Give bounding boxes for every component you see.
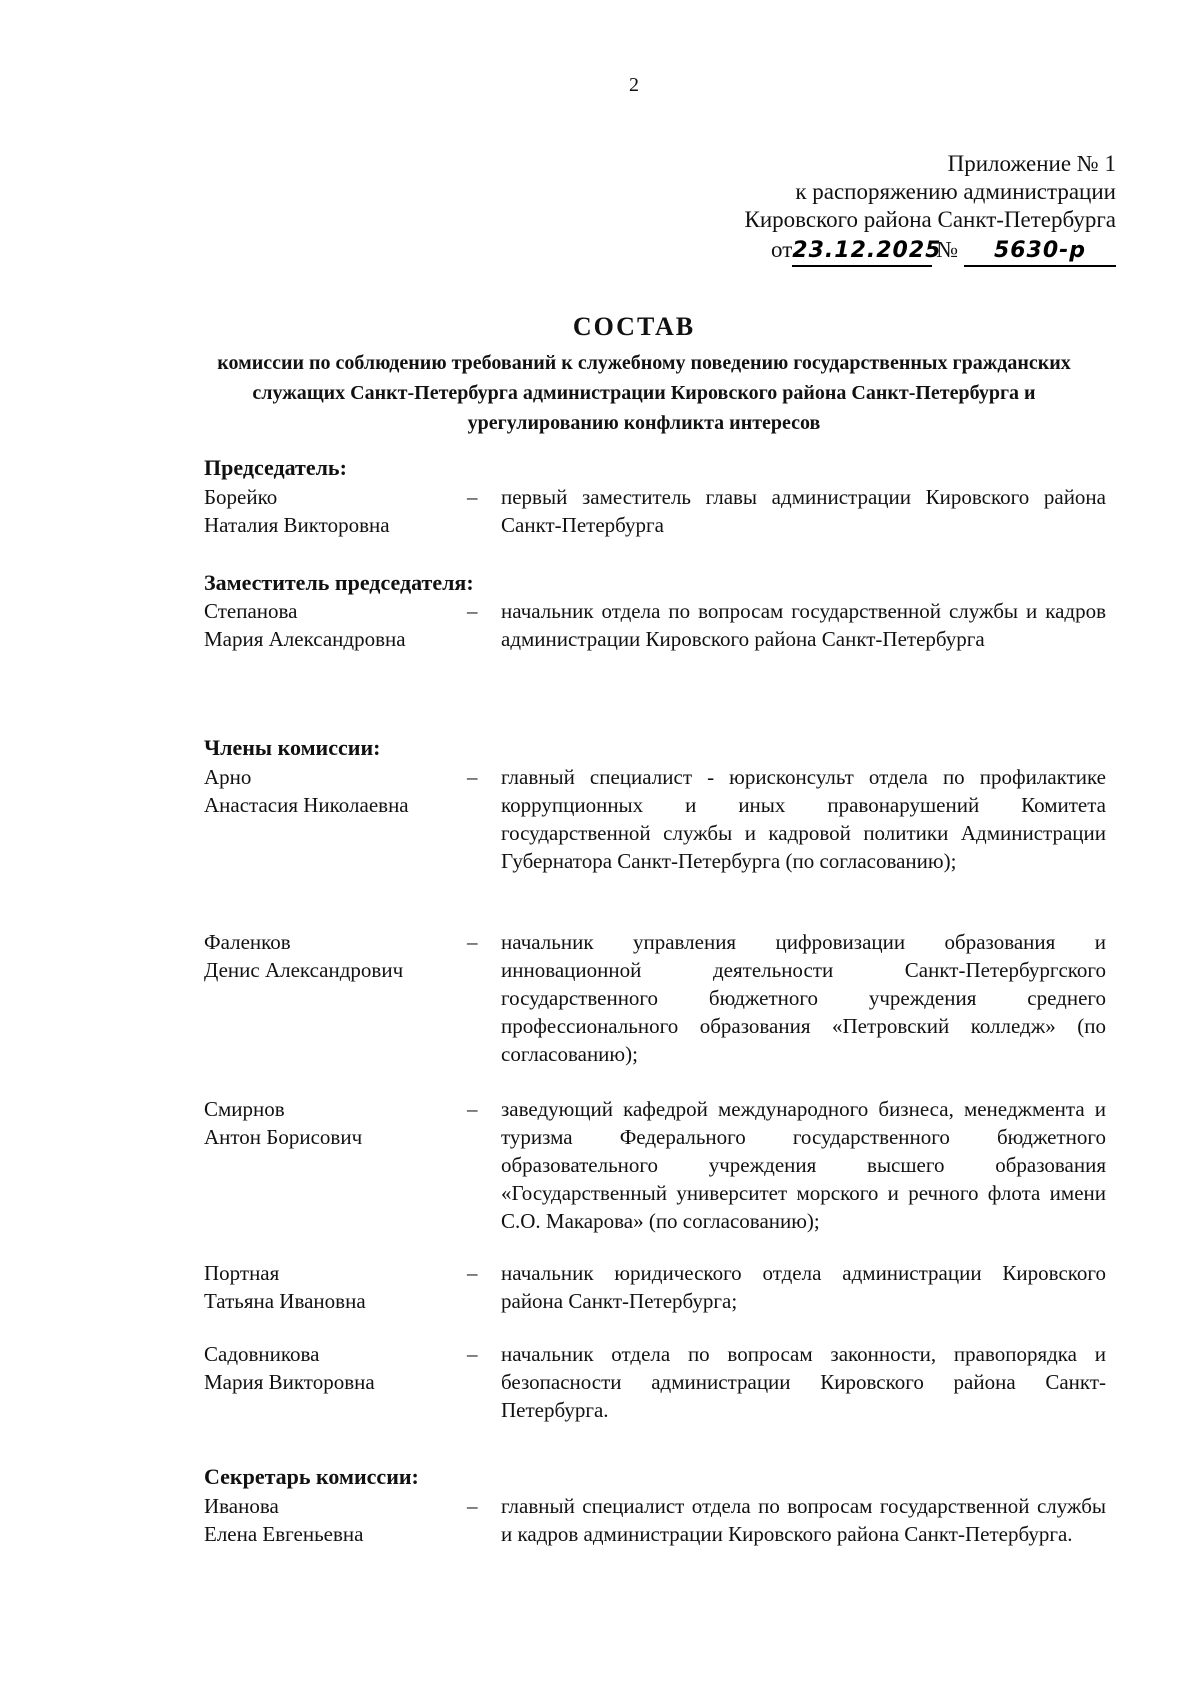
person-role: главный специалист - юрисконсульт отдела по профилактике коррупционных и иных правонарушений Комитета государственной службы и кадровой политики Администрации Губернатора Санкт-Петербурга (по согласованию); (501, 765, 1106, 873)
person-name (204, 597, 474, 653)
members-heading: Члены комиссии: (204, 735, 381, 760)
dash: – (467, 599, 478, 623)
secretary-heading: Секретарь комиссии: (204, 1464, 419, 1489)
appendix-date-line (680, 236, 1116, 267)
appendix-line-3: Кировского района Санкт-Петербурга (744, 207, 1116, 232)
person-surname: Степанова (204, 599, 298, 623)
handwritten-number: 5630-р (964, 237, 1116, 267)
person-surname: Садовникова (204, 1342, 320, 1366)
deputy-heading: Заместитель председателя: (204, 570, 474, 595)
person-surname: Борейко (204, 485, 278, 509)
person-surname: Арно (204, 765, 252, 789)
dash: – (467, 930, 478, 954)
chairman-heading: Председатель: (204, 455, 347, 480)
person-role: первый заместитель главы администрации Кировского района Санкт-Петербурга (501, 485, 1106, 537)
person-name (204, 763, 474, 819)
dash: – (467, 765, 478, 789)
person-surname: Фаленков (204, 930, 291, 954)
person-role: заведующий кафедрой международного бизнеса, менеджмента и туризма Федерального государственного бюджетного образовательного учреждения высшего образования «Государственный университет морского и речного флота имени С.О. Макарова» (по согласованию); (501, 1097, 1106, 1233)
person-given-names: Наталия Викторовна (204, 513, 390, 537)
person-role: начальник отдела по вопросам государственной службы и кадров администрации Кировского района Санкт-Петербурга (501, 599, 1106, 651)
person-role: начальник управления цифровизации образования и инновационной деятельности Санкт-Петербургского государственного бюджетного учреждения среднего профессионального образования «Петровский колледж» (по согласованию); (501, 930, 1106, 1066)
appendix-line-2: к распоряжению администрации (795, 179, 1116, 204)
dash: – (467, 1494, 478, 1518)
dash: – (467, 1097, 478, 1121)
document-title: СОСТАВ (572, 312, 696, 341)
person-name (204, 1095, 474, 1151)
dash: – (467, 485, 478, 509)
dash: – (467, 1342, 478, 1366)
person-given-names: Мария Александровна (204, 627, 406, 651)
page-number: 2 (629, 74, 639, 96)
person-given-names: Татьяна Ивановна (204, 1289, 366, 1313)
person-name (204, 1259, 474, 1315)
person-given-names: Анастасия Николаевна (204, 793, 409, 817)
person-given-names: Денис Александрович (204, 958, 404, 982)
person-name (204, 483, 474, 539)
person-name (204, 928, 474, 984)
person-surname: Смирнов (204, 1097, 285, 1121)
person-name (204, 1492, 474, 1548)
person-surname: Иванова (204, 1494, 279, 1518)
appendix-header (680, 150, 1116, 267)
person-given-names: Антон Борисович (204, 1125, 363, 1149)
number-prefix: № (936, 237, 959, 262)
person-role: главный специалист отдела по вопросам государственной службы и кадров администрации Кировского района Санкт-Петербурга. (501, 1494, 1106, 1546)
appendix-line-1: Приложение № 1 (947, 151, 1116, 176)
date-prefix: от (771, 237, 793, 262)
person-given-names: Елена Евгеньевна (204, 1522, 364, 1546)
person-role: начальник отдела по вопросам законности, правопорядка и безопасности администрации Кировского района Санкт-Петербурга. (501, 1342, 1106, 1422)
handwritten-date: 23.12.2025 (792, 237, 932, 267)
person-given-names: Мария Викторовна (204, 1370, 375, 1394)
dash: – (467, 1261, 478, 1285)
person-role: начальник юридического отдела администрации Кировского района Санкт-Петербурга; (501, 1261, 1106, 1313)
person-name (204, 1340, 474, 1396)
document-subtitle: комиссии по соблюдению требований к служебному поведению государственных гражданских служащих Санкт-Петербурга администрации Кировского района Санкт-Петербурга и урегулированию конфликта интересов (217, 352, 1071, 434)
person-surname: Портная (204, 1261, 280, 1285)
